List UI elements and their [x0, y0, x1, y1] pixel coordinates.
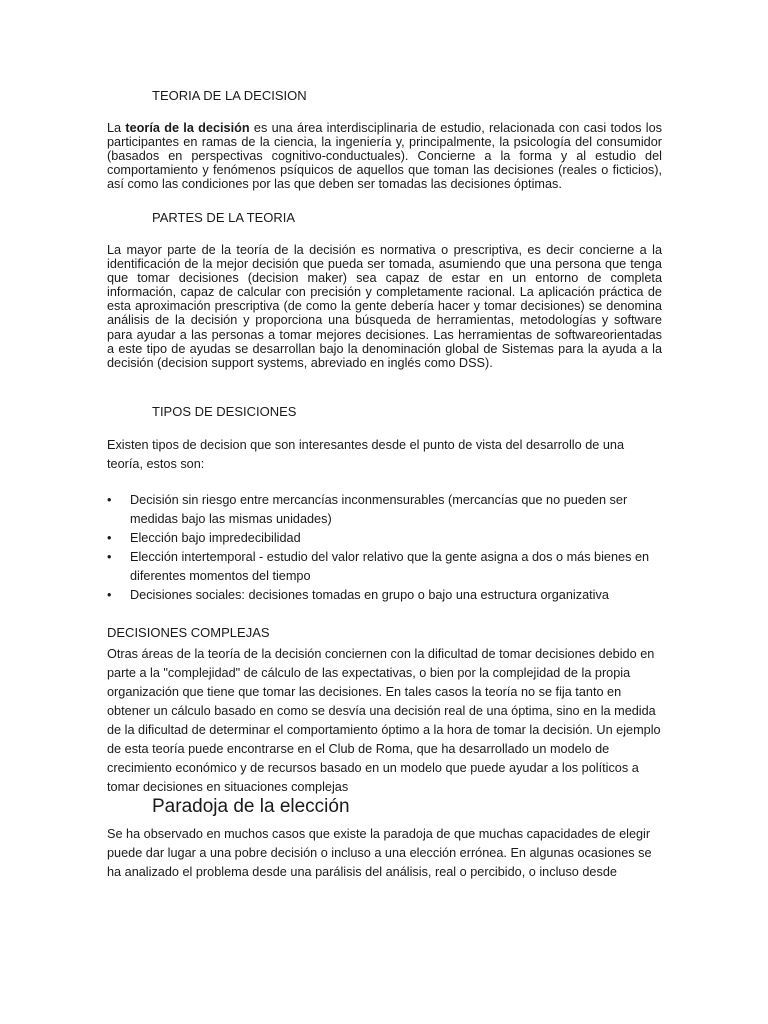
paragraph-decisiones-complejas: Otras áreas de la teoría de la decisión conciernen con la dificultad de tomar decisiones debido en parte a la "complejidad" de cálculo de las expectativas, o bien por la complejidad de la propia organización que tiene que tomar las decisiones. En tales casos la teoría no se fija tanto en obtener un cálculo basado en como se desvía una decisión real de una óptima, sino en la medida de la dificultad de determinar el comportamiento óptimo a la hora de tomar la decisión. Un ejemplo de esta teoría puede encontrarse en el Club de Roma, que ha desarrollado un modelo de crecimiento económico y de recursos basado en un modelo que puede ayudar a los políticos a tomar decisiones en situaciones complejas: [107, 647, 661, 794]
heading-partes-de-la-teoria: PARTES DE LA TEORIA: [152, 210, 296, 225]
bullet-text: Elección intertemporal - estudio del valor relativo que la gente asigna a dos o más bienes en diferentes momentos del tiempo: [130, 550, 650, 583]
intro-prefix: La: [107, 121, 126, 135]
list-item: [107, 529, 662, 548]
bullet-icon: •: [107, 588, 112, 602]
intro-bold-term: teoría de la decisión: [125, 121, 250, 135]
paragraph-paradoja: Se ha observado en muchos casos que existe la paradoja de que muchas capacidades de elegir puede dar lugar a una pobre decisión o incluso a una elección errónea. En algunas ocasiones se ha analizado el problema desde una parálisis del análisis, real o percibido, o incluso desde: [107, 827, 652, 879]
intro-rest: es una área interdisciplinaria de estudio, relacionada con casi todos los participantes en ramas de la ciencia, la ingeniería y, principalmente, la psicología del consumidor (basados en perspectivas cognitivo-conductuales). Concierne a la forma y al estudio del comportamiento y fenómenos psíquicos de aquellos que toman las decisiones (reales o ficticios), así como las condiciones por las que deben ser tomadas las decisiones óptimas.: [107, 121, 662, 192]
bullet-text: Elección bajo impredecibilidad: [130, 531, 301, 545]
list-item: [107, 548, 662, 586]
heading-teoria-de-la-decision: TEORIA DE LA DECISION: [152, 88, 307, 103]
bullet-icon: •: [107, 550, 112, 564]
heading-decisiones-complejas: DECISIONES COMPLEJAS: [107, 625, 270, 640]
list-item: [107, 586, 662, 605]
heading-tipos-de-desiciones: TIPOS DE DESICIONES: [152, 404, 297, 419]
bullet-icon: •: [107, 493, 112, 507]
paragraph-teoria-intro: [107, 121, 662, 191]
tipos-bullet-list: [107, 491, 662, 605]
paragraph-tipos-intro: Existen tipos de decision que son interesantes desde el punto de vista del desarrollo de una teoría, estos son:: [107, 438, 625, 471]
bullet-icon: •: [107, 531, 112, 545]
bullet-text: Decisiones sociales: decisiones tomadas en grupo o bajo una estructura organizativa: [130, 588, 609, 602]
paragraph-partes: La mayor parte de la teoría de la decisión es normativa o prescriptiva, es decir concierne a la identificación de la mejor decisión que pueda ser tomada, asumiendo que una persona que tenga que tomar decisiones (decision maker) sea capaz de estar en un entorno de completa información, capaz de calcular con precisión y completamente racional. La aplicación práctica de esta aproximación prescriptiva (de como la gente debería hacer y tomar decisiones) se denomina análisis de la decisión y proporciona una búsqueda de herramientas, metodologías y software para ayudar a las personas a tomar mejores decisiones. Las herramientas de softwareorientadas a este tipo de ayudas se desarrollan bajo la denominación global de Sistemas para la ayuda a la decisión (decision support systems, abreviado en inglés como DSS).: [107, 243, 662, 370]
list-item: [107, 491, 662, 529]
heading-paradoja-de-la-eleccion: Paradoja de la elección: [152, 796, 350, 817]
bullet-text: Decisión sin riesgo entre mercancías inconmensurables (mercancías que no pueden ser medidas bajo las mismas unidades): [130, 493, 628, 526]
